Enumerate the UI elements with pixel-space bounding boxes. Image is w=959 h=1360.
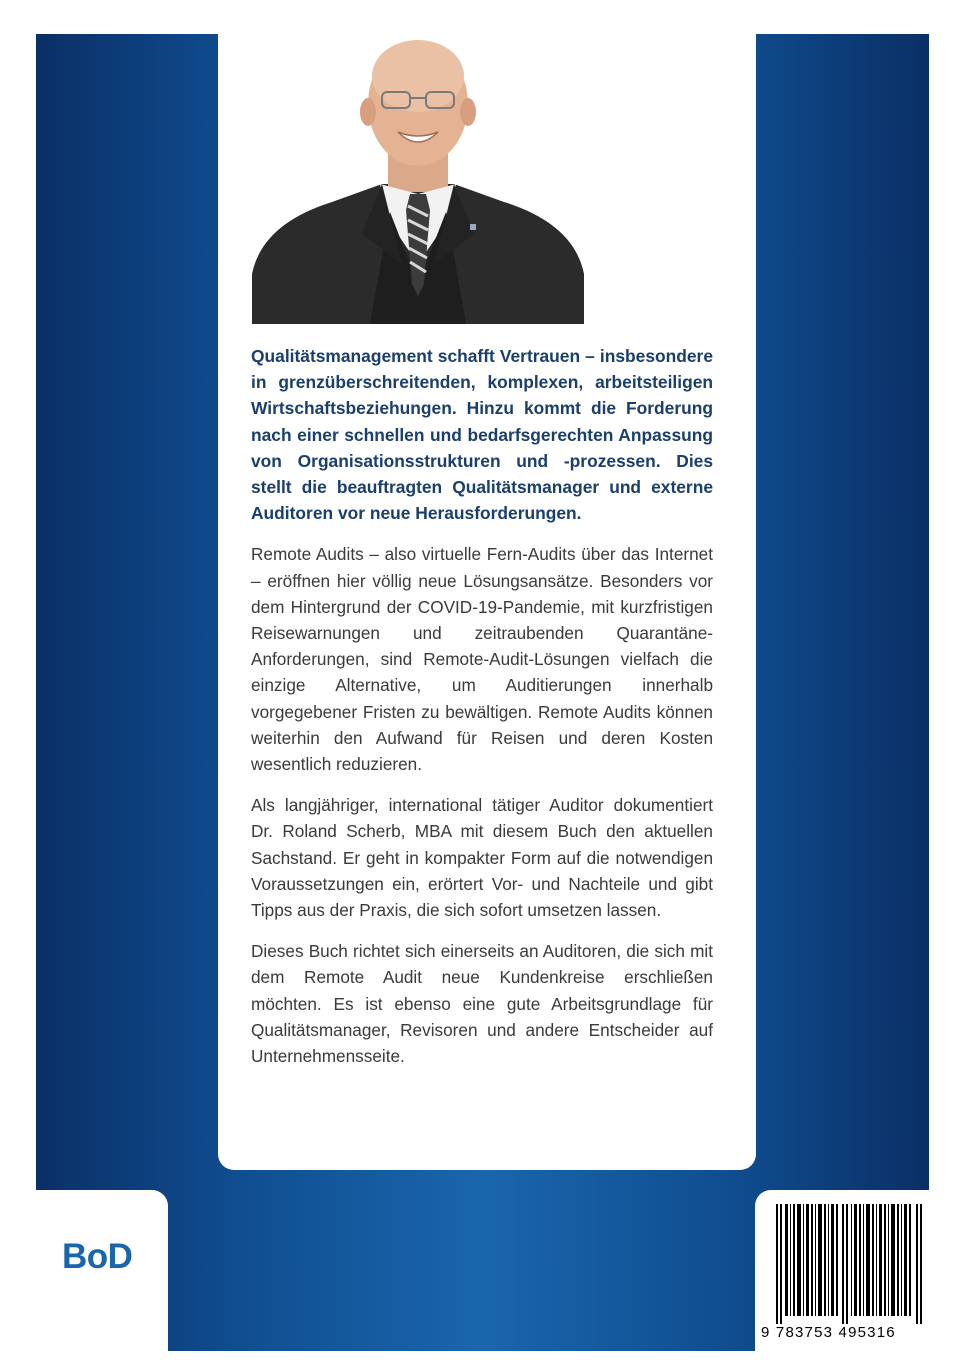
back-cover-text <box>251 343 713 1084</box>
lead-paragraph: Qualitätsmanagement schafft Vertrauen – insbesondere in grenzüberschreitenden, komplexen, arbeitsteiligen Wirtschaftsbeziehungen. Hinzu kommt die Forderung nach einer schnellen und bedarfsgerechten Anpassung von Organisationsstrukturen und -prozessen. Dies stellt die beauftragten Qualitätsmanager und externe Auditoren vor neue Herausforderungen. <box>251 346 713 524</box>
author-portrait-icon <box>252 34 584 324</box>
body-paragraph: Als langjähriger, international tätiger Auditor dokumentiert Dr. Roland Scherb, MBA mit diesem Buch den aktuellen Sachstand. Er geht in kompakter Form auf die notwendigen Voraussetzungen ein, erörtert Vor- und Nachteile und gibt Tipps aus der Praxis, die sich sofort umsetzen lassen. <box>251 795 713 921</box>
barcode-icon <box>776 1204 922 1324</box>
author-photo <box>252 34 584 324</box>
isbn-number: 9 783753 495316 <box>761 1324 896 1341</box>
publisher-logo-box <box>36 1190 168 1351</box>
body-paragraph: Dieses Buch richtet sich einerseits an Auditoren, die sich mit dem Remote Audit neue Kundenkreise erschließen möchten. Es ist ebenso eine gute Arbeitsgrundlage für Qualitätsmanager, Revisoren und andere Entscheider auf Unternehmensseite. <box>251 941 713 1067</box>
body-paragraph: Remote Audits – also virtuelle Fern-Audits über das Internet – eröffnen hier völlig neue Lösungsansätze. Besonders vor dem Hintergrund der COVID-19-Pandemie, mit kurzfristigen Reisewarnungen und zeitraubenden Quarantäne-Anforderungen, sind Remote-Audit-Lösungen vielfach die einzige Alternative, um Auditierungen innerhalb vorgegebener Fristen zu bewältigen. Remote Audits können weiterhin den Aufwand für Reisen und deren Kosten wesentlich reduzieren. <box>251 544 713 775</box>
publisher-logo: BoD <box>62 1237 133 1276</box>
barcode-box <box>755 1190 929 1351</box>
